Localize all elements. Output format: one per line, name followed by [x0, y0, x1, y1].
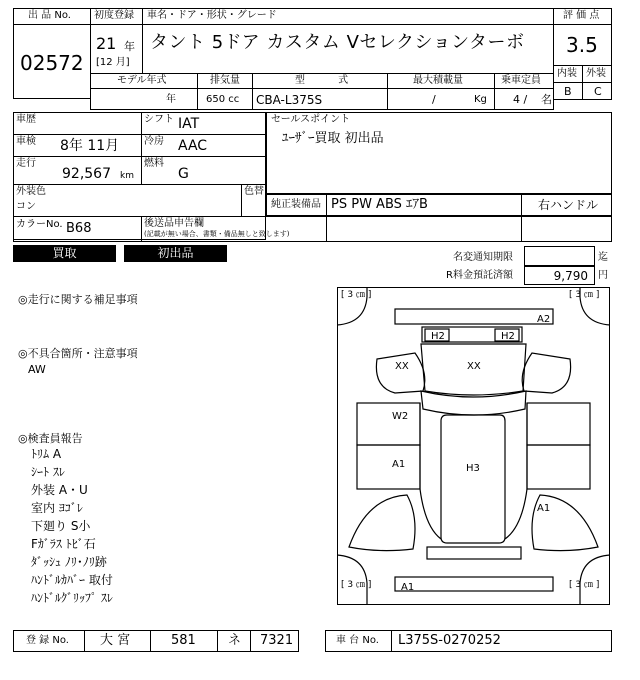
max-load: / [432, 93, 436, 106]
supplement-label: ◎走行に関する補足事項 [18, 293, 138, 306]
capacity-label: 乗車定員 [501, 75, 541, 86]
body-right-line [505, 403, 527, 539]
side-right-rear [527, 445, 590, 489]
max-load-label: 最大積載量 [413, 75, 463, 86]
rear-panel [427, 547, 521, 559]
tag-first-listing: 初出品 [124, 245, 227, 262]
rear-left-quarter [349, 495, 415, 551]
ac-label: 冷房 [144, 136, 164, 147]
chassis-label: 車 台 No. [336, 635, 379, 646]
displacement: 650 cc [206, 94, 240, 105]
equipment-label: 純正装備品 [271, 199, 321, 210]
first-reg-year: 21 [96, 34, 117, 53]
side-left-rear [357, 445, 420, 489]
model-year-label: モデル年式 [117, 75, 167, 86]
ext-color-value: コン [16, 201, 36, 212]
reg-kana: ネ [228, 633, 242, 648]
rear-bumper-shape [395, 577, 553, 591]
exterior-grade: C [594, 85, 602, 98]
inspector-item-6: Fｶﾞﾗｽ ﾄﾋﾞ石 [31, 537, 96, 551]
mark-front-bumper: A2 [537, 314, 551, 325]
shift-value: IAT [178, 116, 200, 132]
color-no-label: カラーNo. [16, 219, 63, 230]
interior-grade: B [564, 85, 572, 98]
side-left-front [357, 403, 420, 445]
first-reg-year-unit: 年 [124, 40, 135, 53]
mark-door-rear-right: A1 [537, 503, 551, 514]
type-label: 型 式 [295, 75, 349, 86]
model-desc-label: 車名・ドア・形状・グレード [147, 10, 277, 21]
capacity-unit: 名 [541, 93, 552, 106]
fuel-value: G [178, 166, 189, 182]
color-no-value: B68 [66, 221, 92, 236]
inspector-item-2: ｼｰﾄ ｽﾚ [31, 465, 65, 479]
fender-left-shape [376, 353, 424, 393]
fuel-label: 燃料 [144, 158, 164, 169]
name-change-label: 名変通知期限 [453, 252, 513, 263]
front-bumper-shape [395, 309, 553, 324]
displacement-label: 排気量 [210, 75, 240, 86]
first-reg-month: [12 月] [96, 57, 130, 68]
rating-value: 3.5 [566, 33, 598, 57]
tag-buyout: 買取 [13, 245, 116, 262]
color-no-box [13, 216, 612, 242]
exterior-label: 外装 [586, 68, 606, 79]
corner-label-tr: [ 3 ㎝ ] [569, 290, 600, 300]
history-label: 車歴 [16, 114, 36, 125]
inspector-item-7: ﾀﾞｯｼｭ ﾉﾘ･ﾉﾘ跡 [31, 555, 107, 569]
defect-label: ◎不具合箇所・注意事項 [18, 347, 138, 360]
car-name: タント 5ドア カスタム Vセレクションターボ [150, 32, 525, 53]
defect-item: AW [28, 363, 46, 376]
interior-label: 内装 [557, 68, 577, 79]
steering-value: 右ハンドル [538, 198, 599, 212]
post-report-label: 後送品申告欄 [144, 218, 204, 229]
mileage-value: 92,567 [62, 166, 111, 182]
ext-color-label: 外装色 [16, 186, 46, 197]
roof-shape [441, 415, 505, 543]
inspector-item-8: ﾊﾝﾄﾞﾙｶﾊﾞｰ 取付 [31, 573, 113, 587]
diagram-frame [338, 288, 610, 605]
corner-label-bl: [ 3 ㎝ ] [341, 580, 372, 590]
rating-label: 評 価 点 [563, 10, 600, 21]
name-change-unit: 迄 [598, 252, 608, 263]
reg-area: 大 宮 [100, 633, 131, 648]
ac-value: AAC [178, 138, 208, 154]
sales-point-value: ﾕｰｻﾞｰ買取 初出品 [282, 131, 384, 146]
inspector-label: ◎検査員報告 [18, 432, 83, 445]
mark-roof: H3 [466, 463, 480, 474]
recycle-label: R料金預託済額 [446, 270, 513, 281]
first-reg-label: 初度登録 [94, 10, 134, 21]
fender-right-shape [522, 353, 570, 393]
inspector-item-5: 下廻り S小 [31, 519, 91, 533]
mark-headlight-right: H2 [501, 331, 515, 342]
inspector-item-4: 室内 ﾖｺﾞﾚ [31, 501, 83, 515]
name-change-field [524, 246, 595, 266]
reg-number: 7321 [260, 633, 294, 648]
mark-rear-bumper: A1 [401, 582, 415, 593]
chassis-value: L375S-0270252 [398, 633, 501, 648]
max-load-unit: Kg [474, 94, 487, 105]
inspection-label: 車検 [16, 136, 36, 147]
mark-door-rear-left: A1 [392, 459, 406, 470]
inspector-item-1: ﾄﾘﾑ A [31, 447, 62, 461]
capacity: 4 / [513, 93, 528, 106]
reg-label: 登 録 No. [26, 635, 69, 646]
color-change-label: 色替 [244, 186, 264, 197]
model-year-unit: 年 [166, 94, 176, 105]
side-right-front [527, 403, 590, 445]
equipment-value: PS PW ABS ｴｱB [331, 197, 428, 212]
corner-label-br: [ 3 ㎝ ] [569, 580, 600, 590]
mileage-unit: km [120, 171, 134, 181]
sales-point-label: セールスポイント [271, 114, 351, 125]
lot-number: 02572 [20, 51, 84, 75]
recycle-field: 9,790 [524, 266, 595, 285]
mark-door-front-left: W2 [392, 411, 409, 422]
lot-number-label: 出 品 No. [28, 10, 71, 21]
mileage-label: 走行 [16, 158, 36, 169]
shift-label: シフト [144, 114, 174, 125]
type-value: CBA-L375S [256, 93, 323, 107]
recycle-unit: 円 [598, 270, 608, 281]
post-report-note: (記載が無い場合、書類・備品無しと致します) [144, 230, 290, 238]
inspector-item-9: ﾊﾝﾄﾞﾙｸﾞﾘｯﾌﾟ ｽﾚ [31, 591, 113, 605]
body-left-line [420, 403, 441, 539]
mark-fender-left: XX [395, 361, 409, 372]
inspection-value: 8年 11月 [60, 138, 120, 154]
inspector-item-3: 外装 A・U [31, 483, 88, 497]
car-damage-diagram [337, 287, 610, 605]
mark-hood: XX [467, 361, 481, 372]
corner-label-tl: [ 3 ㎝ ] [341, 290, 372, 300]
reg-class: 581 [171, 633, 196, 648]
mark-headlight-left: H2 [431, 331, 445, 342]
